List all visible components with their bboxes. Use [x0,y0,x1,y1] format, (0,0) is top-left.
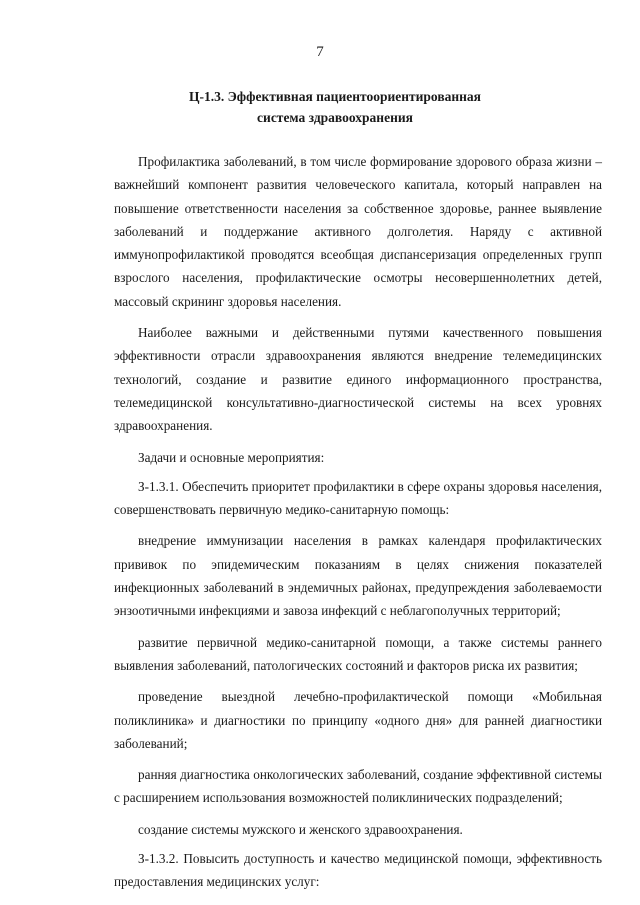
paragraph-primary-care: развитие первичной медико-санитарной помощи, а также системы раннего выявления заболеваний, патологических состояний и факторов риска их развития; [114,634,602,673]
paragraph-oncology: ранняя диагностика онкологических заболеваний, создание эффективной системы с расширением использования возможностей поликлинических подразделений; [114,767,602,806]
paragraph-immunization: внедрение иммунизации населения в рамках календаря профилактических прививок по эпидемическим показаниям в целях снижения показателей инфекционных заболеваний в эндемичных районах, предупреждения заболеваемости энзоотичными инфекциями и завоза инфекций с неблагополучных территорий; [114,533,602,619]
page-number: 7 [316,44,324,60]
paragraph-tasks-intro: Задачи и основные мероприятия: [138,449,325,465]
section-heading-line-2: система здравоохранения [257,110,413,125]
paragraph-men-women-health: создание системы мужского и женского здравоохранения. [138,821,463,837]
paragraph-mobile-clinic: проведение выездной лечебно-профилактической помощи «Мобильная поликлиника» и диагностики по принципу «одного дня» для ранней диагностики заболеваний; [114,689,602,751]
paragraph-task-1-3-2: З-1.3.2. Повысить доступность и качество медицинской помощи, эффективность предоставления медицинских услуг: [114,851,602,890]
paragraph-prevention: Профилактика заболеваний, в том числе формирование здорового образа жизни – важнейший компонент развития человеческого капитала, который направлен на повышение ответственности населения за собственное здоровье, раннее выявление заболеваний и поддержание активного долголетия. Наряду с активной иммунопрофилактикой проводятся всеобщая диспансеризация определенных групп взрослого населения, профилактические осмотры несовершеннолетних детей, массовый скрининг здоровья населения. [114,154,602,309]
section-heading-line-1: Ц-1.3. Эффективная пациентоориентированная [189,89,481,104]
paragraph-task-1-3-1: З-1.3.1. Обеспечить приоритет профилактики в сфере охраны здоровья населения, совершенствовать первичную медико-санитарную помощь: [114,478,602,518]
paragraph-telemedicine: Наиболее важными и действенными путями качественного повышения эффективности отрасли здравоохранения являются внедрение телемедицинских технологий, создание и развитие единого информационного пространства, телемедицинской консультативно-диагностической системы на всех уровнях здравоохранения. [114,325,602,434]
document-body [114,150,602,902]
section-heading [100,86,570,128]
